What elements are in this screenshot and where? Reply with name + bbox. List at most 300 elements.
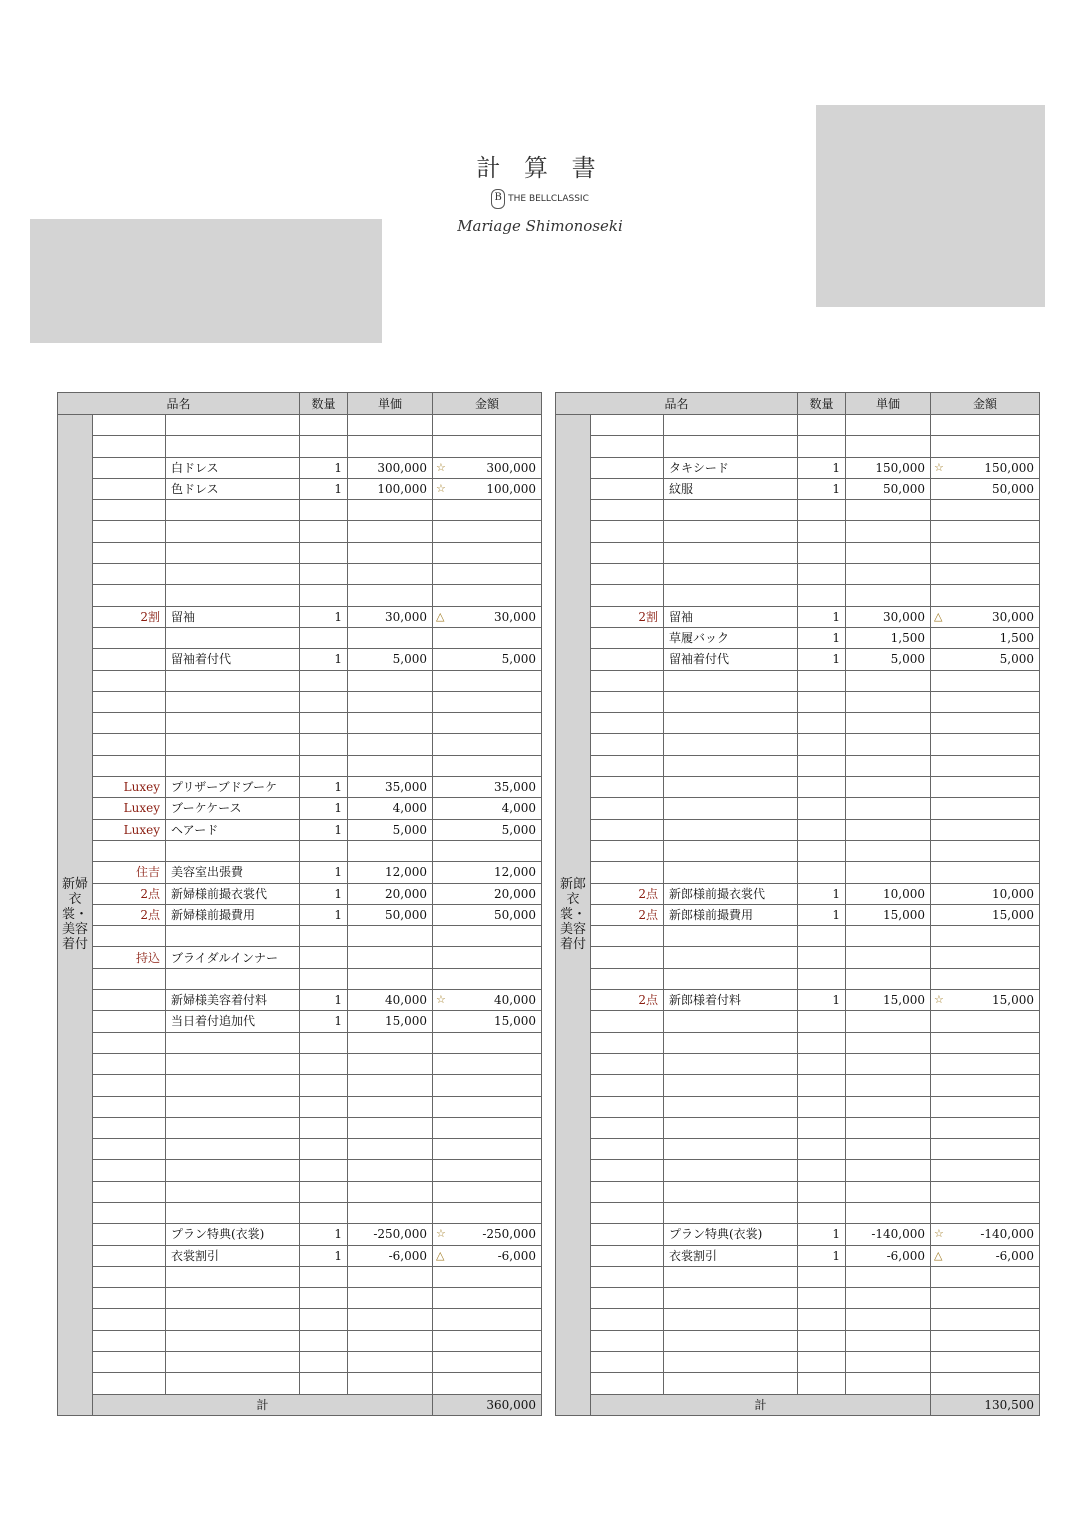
row-tag: [591, 1053, 664, 1074]
row-tag: [93, 627, 166, 648]
total-value: 130,500: [931, 1394, 1040, 1415]
row-amount: [931, 1373, 1040, 1394]
row-qty: [300, 1053, 348, 1074]
row-item-name: タキシード: [664, 457, 798, 478]
table-row: [58, 883, 542, 904]
table-row: [556, 542, 1040, 563]
row-amount: [433, 904, 542, 925]
table-row: [58, 436, 542, 457]
row-item-name: 草履バック: [664, 627, 798, 648]
table-row: [556, 777, 1040, 798]
row-amount: [931, 819, 1040, 840]
row-unit-price: [348, 436, 433, 457]
row-item-name: 新婦様前撮費用: [166, 904, 300, 925]
row-item-name: [166, 670, 300, 691]
row-item-name: [664, 1160, 798, 1181]
row-item-name: [664, 840, 798, 861]
row-amount: [433, 862, 542, 883]
row-amount: [931, 500, 1040, 521]
triangle-icon: △: [934, 1248, 943, 1262]
row-item-name: [166, 436, 300, 457]
row-qty: [798, 500, 846, 521]
row-unit-price: [348, 415, 433, 436]
row-unit-price: [348, 1075, 433, 1096]
table-row: [556, 415, 1040, 436]
row-tag: [93, 1011, 166, 1032]
row-amount: [931, 1352, 1040, 1373]
row-qty: 1: [300, 1224, 348, 1245]
row-tag: [591, 627, 664, 648]
row-qty: [300, 415, 348, 436]
table-row: [556, 1160, 1040, 1181]
row-qty: [300, 542, 348, 563]
row-amount: [931, 926, 1040, 947]
row-unit-price: [846, 415, 931, 436]
row-amount: [931, 1309, 1040, 1330]
row-qty: [300, 1181, 348, 1202]
table-row: [58, 1373, 542, 1394]
table-row: [556, 1117, 1040, 1138]
row-item-name: [664, 691, 798, 712]
row-unit-price: [846, 1096, 931, 1117]
row-tag: [93, 1139, 166, 1160]
row-item-name: [664, 862, 798, 883]
row-amount: [433, 990, 542, 1011]
table-row: [58, 968, 542, 989]
row-tag: Luxey: [93, 798, 166, 819]
row-tag: Luxey: [93, 819, 166, 840]
row-qty: [798, 1181, 846, 1202]
side-label: 新郎衣裳・美容着付: [556, 415, 591, 1416]
row-tag: [93, 500, 166, 521]
row-qty: 1: [300, 883, 348, 904]
row-amount: [931, 457, 1040, 478]
table-row: [556, 904, 1040, 925]
table-row: [58, 606, 542, 627]
table-row: [58, 734, 542, 755]
brand-name: THE BELLCLASSIC: [508, 194, 589, 204]
row-tag: [591, 1096, 664, 1117]
row-unit-price: [846, 819, 931, 840]
amount-value: -6,000: [995, 1248, 1034, 1263]
row-item-name: プラン特典(衣裳): [166, 1224, 300, 1245]
row-unit-price: [348, 1373, 433, 1394]
row-amount: [931, 606, 1040, 627]
table-row: [58, 862, 542, 883]
row-item-name: [664, 436, 798, 457]
row-tag: [93, 1032, 166, 1053]
table-row: [556, 755, 1040, 776]
row-unit-price: [846, 564, 931, 585]
row-qty: 1: [798, 1224, 846, 1245]
row-unit-price: 1,500: [846, 627, 931, 648]
side-label: 新婦衣裳・美容着付: [58, 415, 93, 1416]
row-qty: 1: [798, 904, 846, 925]
row-tag: [591, 542, 664, 563]
row-unit-price: 15,000: [846, 990, 931, 1011]
row-qty: [300, 1330, 348, 1351]
row-unit-price: [348, 1139, 433, 1160]
row-item-name: [664, 670, 798, 691]
table-row: [556, 606, 1040, 627]
table-row: [58, 1266, 542, 1287]
table-row: [58, 798, 542, 819]
row-amount: [931, 713, 1040, 734]
row-item-name: ブライダルインナー: [166, 947, 300, 968]
row-tag: [93, 840, 166, 861]
row-item-name: 新婦様前撮衣裳代: [166, 883, 300, 904]
triangle-icon: △: [436, 609, 445, 623]
row-amount: [931, 1288, 1040, 1309]
row-tag: [93, 1373, 166, 1394]
row-qty: [300, 755, 348, 776]
row-tag: [591, 968, 664, 989]
row-item-name: 新郎様前撮衣裳代: [664, 883, 798, 904]
row-unit-price: [348, 1096, 433, 1117]
row-qty: [300, 436, 348, 457]
row-amount: [931, 415, 1040, 436]
row-qty: [798, 670, 846, 691]
header-unit: 単価: [846, 393, 931, 415]
row-qty: 1: [300, 904, 348, 925]
row-item-name: [166, 521, 300, 542]
row-amount: [433, 1309, 542, 1330]
row-tag: [591, 1373, 664, 1394]
row-unit-price: [846, 777, 931, 798]
row-amount: [433, 926, 542, 947]
row-unit-price: [348, 1160, 433, 1181]
row-qty: [300, 1202, 348, 1223]
amount-value: 15,000: [992, 993, 1034, 1008]
row-tag: [591, 1075, 664, 1096]
table-row: [58, 1224, 542, 1245]
row-amount: [433, 713, 542, 734]
row-tag: [93, 713, 166, 734]
row-amount: [433, 1266, 542, 1287]
row-item-name: 新郎様着付料: [664, 990, 798, 1011]
row-amount: [931, 691, 1040, 712]
row-unit-price: 15,000: [846, 904, 931, 925]
row-item-name: [166, 1181, 300, 1202]
row-amount: [433, 1053, 542, 1074]
row-item-name: [166, 1202, 300, 1223]
row-tag: [93, 691, 166, 712]
row-unit-price: 300,000: [348, 457, 433, 478]
amount-value: -140,000: [980, 1227, 1034, 1242]
row-unit-price: 35,000: [348, 777, 433, 798]
row-tag: [591, 755, 664, 776]
row-qty: [798, 840, 846, 861]
row-amount: [433, 1160, 542, 1181]
row-qty: 1: [300, 798, 348, 819]
row-item-name: 紋服: [664, 478, 798, 499]
table-row: [556, 1096, 1040, 1117]
row-unit-price: [348, 1266, 433, 1287]
row-item-name: [664, 1373, 798, 1394]
row-tag: [591, 1160, 664, 1181]
table-row: [556, 883, 1040, 904]
row-qty: 1: [300, 457, 348, 478]
row-qty: 1: [300, 478, 348, 499]
row-unit-price: 40,000: [348, 990, 433, 1011]
row-tag: 2点: [591, 883, 664, 904]
total-value: 360,000: [433, 1394, 542, 1415]
row-unit-price: [348, 1053, 433, 1074]
row-item-name: [664, 1075, 798, 1096]
table-row: [556, 1011, 1040, 1032]
table-row: [58, 627, 542, 648]
row-qty: [300, 564, 348, 585]
table-row: [58, 926, 542, 947]
row-item-name: [166, 691, 300, 712]
row-amount: [931, 1160, 1040, 1181]
row-amount: [433, 1245, 542, 1266]
table-row: [556, 649, 1040, 670]
row-tag: [591, 415, 664, 436]
header-amount: 金額: [931, 393, 1040, 415]
row-qty: 1: [300, 1245, 348, 1266]
row-amount: [931, 478, 1040, 499]
row-amount: [931, 1011, 1040, 1032]
row-item-name: 色ドレス: [166, 478, 300, 499]
row-tag: [591, 1266, 664, 1287]
row-item-name: [166, 1266, 300, 1287]
star-icon: ☆: [436, 460, 446, 474]
table-row: [58, 1053, 542, 1074]
row-item-name: [664, 1266, 798, 1287]
row-tag: [93, 755, 166, 776]
row-unit-price: 50,000: [348, 904, 433, 925]
row-unit-price: 50,000: [846, 478, 931, 499]
row-tag: [93, 1245, 166, 1266]
row-qty: [798, 585, 846, 606]
row-amount: [931, 649, 1040, 670]
row-amount: [433, 1139, 542, 1160]
row-qty: [798, 1011, 846, 1032]
table-row: [556, 500, 1040, 521]
row-tag: [93, 1202, 166, 1223]
table-row: [58, 1075, 542, 1096]
row-qty: 1: [798, 649, 846, 670]
row-tag: [591, 862, 664, 883]
amount-value: 10,000: [992, 886, 1034, 901]
row-unit-price: [348, 1330, 433, 1351]
row-tag: 住吉: [93, 862, 166, 883]
row-item-name: [664, 1352, 798, 1373]
row-amount: [931, 542, 1040, 563]
row-item-name: [166, 926, 300, 947]
row-tag: [93, 990, 166, 1011]
row-unit-price: [846, 521, 931, 542]
row-tag: 2点: [591, 904, 664, 925]
row-unit-price: [846, 1139, 931, 1160]
table-row: [58, 1160, 542, 1181]
row-unit-price: [348, 968, 433, 989]
table-row: [58, 840, 542, 861]
row-unit-price: [846, 947, 931, 968]
row-qty: [798, 1330, 846, 1351]
row-qty: [798, 1075, 846, 1096]
table-row: [58, 564, 542, 585]
table-row: [556, 564, 1040, 585]
amount-value: 30,000: [992, 609, 1034, 624]
row-tag: [591, 1330, 664, 1351]
row-tag: [591, 1309, 664, 1330]
amount-value: 5,000: [501, 652, 536, 667]
table-row: [556, 1075, 1040, 1096]
row-qty: [300, 713, 348, 734]
table-row: [58, 521, 542, 542]
row-amount: [433, 755, 542, 776]
row-item-name: [664, 1032, 798, 1053]
row-qty: [798, 1266, 846, 1287]
total-label: 計: [591, 1394, 931, 1415]
row-item-name: [664, 542, 798, 563]
row-unit-price: [846, 1053, 931, 1074]
table-row: [556, 990, 1040, 1011]
row-item-name: [664, 1202, 798, 1223]
row-tag: [93, 478, 166, 499]
table-row: [556, 478, 1040, 499]
row-unit-price: 30,000: [348, 606, 433, 627]
row-item-name: [166, 627, 300, 648]
row-tag: [93, 926, 166, 947]
row-unit-price: [348, 926, 433, 947]
table-row: [556, 734, 1040, 755]
row-qty: 1: [798, 606, 846, 627]
row-qty: 1: [300, 1011, 348, 1032]
row-item-name: [166, 1330, 300, 1351]
table-row: [58, 1181, 542, 1202]
table-row: [58, 649, 542, 670]
row-item-name: [664, 798, 798, 819]
amount-value: 50,000: [992, 482, 1034, 497]
row-qty: [798, 1202, 846, 1223]
row-unit-price: [846, 713, 931, 734]
row-qty: [798, 819, 846, 840]
table-row: [58, 1202, 542, 1223]
row-amount: [433, 840, 542, 861]
table-row: [556, 521, 1040, 542]
triangle-icon: △: [436, 1248, 445, 1262]
row-qty: 1: [300, 649, 348, 670]
row-item-name: 美容室出張費: [166, 862, 300, 883]
row-unit-price: 10,000: [846, 883, 931, 904]
row-tag: [93, 1096, 166, 1117]
row-qty: [300, 734, 348, 755]
row-unit-price: [846, 542, 931, 563]
row-unit-price: [846, 436, 931, 457]
row-qty: 1: [300, 819, 348, 840]
row-amount: [931, 862, 1040, 883]
row-unit-price: [348, 713, 433, 734]
row-unit-price: [348, 1352, 433, 1373]
row-item-name: [664, 947, 798, 968]
row-amount: [931, 670, 1040, 691]
row-item-name: プリザーブドブーケ: [166, 777, 300, 798]
row-amount: [931, 840, 1040, 861]
row-amount: [931, 1330, 1040, 1351]
row-qty: [300, 1352, 348, 1373]
row-tag: [591, 734, 664, 755]
row-tag: [93, 542, 166, 563]
table-row: [58, 691, 542, 712]
table-row: [556, 862, 1040, 883]
row-unit-price: [348, 755, 433, 776]
row-amount: [433, 1330, 542, 1351]
row-qty: [798, 755, 846, 776]
row-qty: [300, 1075, 348, 1096]
row-amount: [931, 564, 1040, 585]
row-amount: [433, 1224, 542, 1245]
row-item-name: [166, 840, 300, 861]
row-amount: [931, 585, 1040, 606]
amount-value: 50,000: [494, 907, 536, 922]
row-tag: [93, 1181, 166, 1202]
row-tag: [93, 734, 166, 755]
row-unit-price: [846, 670, 931, 691]
row-amount: [433, 1181, 542, 1202]
row-tag: [591, 1352, 664, 1373]
row-amount: [433, 478, 542, 499]
row-qty: [798, 415, 846, 436]
row-unit-price: 100,000: [348, 478, 433, 499]
row-amount: [433, 670, 542, 691]
row-amount: [433, 1373, 542, 1394]
row-tag: [591, 1139, 664, 1160]
row-item-name: [664, 1139, 798, 1160]
row-amount: [433, 883, 542, 904]
row-item-name: [664, 1096, 798, 1117]
row-tag: [591, 649, 664, 670]
row-unit-price: [846, 585, 931, 606]
row-amount: [433, 1032, 542, 1053]
table-row: [556, 457, 1040, 478]
row-amount: [931, 798, 1040, 819]
row-unit-price: [348, 564, 433, 585]
row-tag: 2点: [93, 883, 166, 904]
row-item-name: [664, 500, 798, 521]
row-unit-price: 15,000: [348, 1011, 433, 1032]
row-amount: [931, 521, 1040, 542]
row-item-name: [166, 1096, 300, 1117]
row-tag: [591, 670, 664, 691]
row-tag: [93, 415, 166, 436]
row-item-name: [664, 521, 798, 542]
table-row: [556, 798, 1040, 819]
table-row: [556, 1288, 1040, 1309]
row-amount: [433, 457, 542, 478]
row-amount: [931, 1202, 1040, 1223]
row-item-name: [664, 926, 798, 947]
row-item-name: [664, 713, 798, 734]
table-row: [58, 542, 542, 563]
row-tag: [93, 457, 166, 478]
table-row: [58, 755, 542, 776]
row-amount: [433, 819, 542, 840]
row-item-name: [664, 1330, 798, 1351]
row-tag: [591, 947, 664, 968]
row-unit-price: [348, 947, 433, 968]
row-tag: [93, 1330, 166, 1351]
row-tag: [591, 1011, 664, 1032]
row-tag: [591, 1202, 664, 1223]
row-unit-price: [846, 1352, 931, 1373]
row-item-name: [664, 1181, 798, 1202]
row-item-name: [166, 500, 300, 521]
header-qty: 数量: [300, 393, 348, 415]
row-amount: [433, 606, 542, 627]
